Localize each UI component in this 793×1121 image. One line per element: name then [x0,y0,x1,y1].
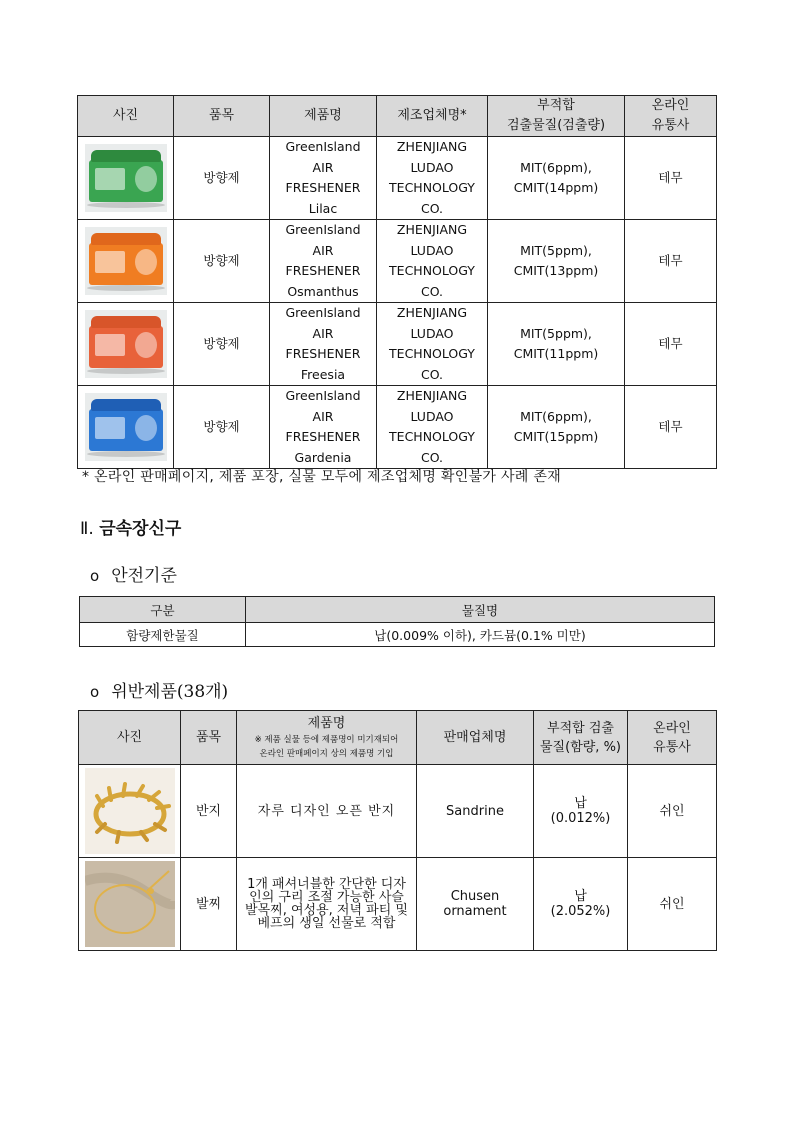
maker-line: TECHNOLOGY [389,429,475,444]
substance-line: CMIT(11ppm) [513,346,599,361]
substance-line: CMIT(14ppm) [513,180,599,195]
maker-line: TECHNOLOGY [389,346,475,361]
table-row [79,765,717,858]
cell-product: 자루 디자인 오픈 반지 [237,765,417,858]
table-row [80,623,715,647]
substance-line: MIT(5ppm), [520,325,592,341]
table-row [79,858,717,951]
substance-line: 납 [574,796,587,811]
bullet-mark: o [90,683,100,701]
cell-channel: 쉬인 [628,765,717,858]
table-row [78,220,717,303]
ring-photo [85,768,175,854]
maker-line: TECHNOLOGY [389,263,475,278]
cell-substance [534,858,628,951]
table-row [78,137,717,220]
seller-line: Sandrine [446,803,504,819]
header-maker-text: 제조업체명* [397,108,467,123]
cell-substance [534,765,628,858]
footnote: * 온라인 판매페이지, 제품 포장, 실물 모두에 제조업체명 확인불가 사례 존재 [82,469,562,485]
cell-product [270,303,377,386]
bullet-text: 위반제품(38개) [111,682,229,702]
anklet-photo [85,861,175,947]
header-product: 제품명 [270,96,377,137]
cell-substance-limit: 납(0.009% 이하), 카드뮴(0.1% 미만) [246,623,715,647]
product-line: FRESHENER [285,180,361,195]
header-substance [534,711,628,765]
cell-item: 발찌 [181,858,237,951]
cell-seller: 테무 [625,137,717,220]
header-channel [628,711,717,765]
table-header-row [78,96,717,137]
product-line: FRESHENER [285,346,361,361]
product-line: AIR [312,242,334,258]
header-photo: 사진 [79,711,181,765]
cell-product [270,386,377,469]
header-item: 품목 [174,96,270,137]
photo-cell [78,386,174,469]
header-channel-line: 유통사 [653,739,691,755]
header-line: 검출물질(검출량) [506,118,606,133]
jewelry-violation-table [78,710,717,951]
header-substance-name: 물질명 [246,597,715,623]
product-line: Osmanthus [287,283,359,299]
header-product-title: 제품명 [307,716,346,731]
cell-product [270,137,377,220]
product-line: Freesia [300,366,346,382]
maker-line: CO. [420,449,444,465]
cell-item: 방향제 [174,137,270,220]
maker-line: CO. [420,283,444,299]
substance-line: MIT(5ppm), [520,242,592,258]
photo-cell [78,137,174,220]
product-line: FRESHENER [285,429,361,444]
maker-line: TECHNOLOGY [389,180,475,195]
bullet-mark: o [90,567,100,585]
cell-item: 반지 [181,765,237,858]
substance-line: (2.052%) [550,904,611,919]
substance-line: MIT(6ppm), [520,408,592,424]
cell-item: 방향제 [174,220,270,303]
substance-line: 납 [574,889,587,904]
header-line: 유통사 [651,118,690,133]
cell-substance [488,220,625,303]
header-product-note: ※ 제품 실물 등에 제품명이 미기재되어 [254,735,399,745]
cell-channel: 쉬인 [628,858,717,951]
air-freshener-table [77,95,717,469]
cell-maker [377,303,488,386]
header-maker [377,96,488,137]
cell-item: 방향제 [174,386,270,469]
photo-cell [79,858,181,951]
maker-line: CO. [420,366,444,382]
air-freshener-photo [85,310,167,378]
cell-seller [417,858,534,951]
maker-line: LUDAO [410,242,454,258]
cell-seller: 테무 [625,386,717,469]
header-line: 부적합 [537,98,575,113]
product-line: GreenIsland [285,222,361,237]
cell-seller: 테무 [625,220,717,303]
header-seller: 판매업체명 [417,711,534,765]
cell-item: 방향제 [174,303,270,386]
header-product-note: 온라인 판매페이지 상의 제품명 기입 [259,749,394,759]
substance-line: CMIT(13ppm) [513,263,599,278]
header-substance-line: 부적합 검출 [547,720,614,736]
cell-substance [488,386,625,469]
cell-maker [377,137,488,220]
product-line: GreenIsland [285,305,361,320]
maker-line: ZHENJIANG [396,139,468,154]
header-line: 온라인 [651,98,690,113]
maker-line: CO. [420,200,444,216]
product-line: AIR [312,159,334,175]
header-channel-line: 온라인 [653,720,691,736]
cell-product: 1개 패셔너블한 간단한 디자인의 구리 조절 가능한 사슬 발목찌, 여성용, 저녁 파티 및 베프의 생일 선물로 적합 [237,858,417,951]
product-line: AIR [312,325,334,341]
table-header-row [79,711,717,765]
header-substance-line: 물질(함량, %) [540,739,621,755]
maker-line: LUDAO [410,408,454,424]
cell-product [270,220,377,303]
substance-line: (0.012%) [550,811,611,826]
cell-seller: 테무 [625,303,717,386]
photo-cell [79,765,181,858]
section-title: 금속장신구 [99,519,182,539]
seller-line: ornament [443,904,507,919]
cell-category: 함량제한물질 [80,623,246,647]
table-header-row [80,597,715,623]
air-freshener-photo [85,393,167,461]
product-line: GreenIsland [285,139,361,154]
product-line: Gardenia [294,449,352,465]
bullet-safety-standard [90,561,177,586]
product-line: Lilac [308,200,338,216]
product-line: AIR [312,408,334,424]
table-row [78,303,717,386]
bullet-text: 안전기준 [111,566,177,586]
maker-line: ZHENJIANG [396,222,468,237]
substance-line: MIT(6ppm), [520,159,592,175]
header-photo: 사진 [78,96,174,137]
section-number: Ⅱ. [80,519,94,539]
header-item: 품목 [181,711,237,765]
table-row [78,386,717,469]
bullet-violations [90,677,228,702]
safety-standard-table [79,596,715,647]
cell-seller [417,765,534,858]
maker-line: ZHENJIANG [396,388,468,403]
photo-cell [78,303,174,386]
maker-line: LUDAO [410,325,454,341]
photo-cell [78,220,174,303]
product-line: FRESHENER [285,263,361,278]
header-seller [625,96,717,137]
maker-line: LUDAO [410,159,454,175]
header-category: 구분 [80,597,246,623]
cell-substance [488,303,625,386]
cell-substance [488,137,625,220]
cell-maker [377,386,488,469]
cell-maker [377,220,488,303]
header-substance [488,96,625,137]
section-heading [80,514,181,539]
air-freshener-photo [85,144,167,212]
header-product [237,711,417,765]
substance-line: CMIT(15ppm) [513,429,599,444]
air-freshener-photo [85,227,167,295]
maker-line: ZHENJIANG [396,305,468,320]
seller-line: Chusen [450,889,500,904]
product-line: GreenIsland [285,388,361,403]
